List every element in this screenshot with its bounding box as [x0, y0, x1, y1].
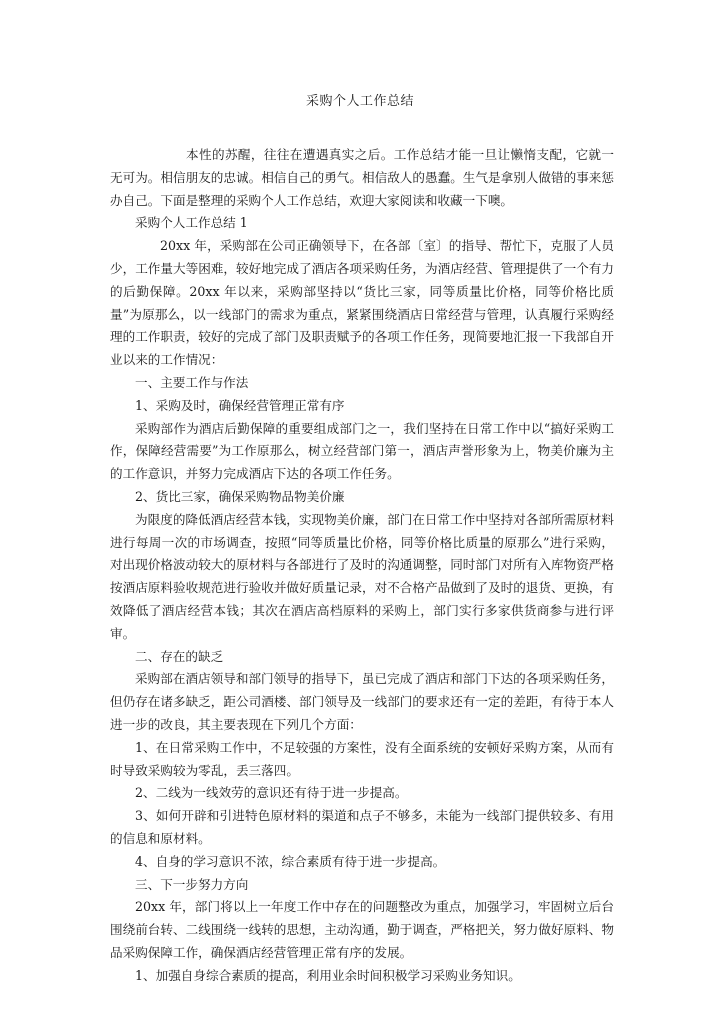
- heading-main-work: 一、主要工作与作法: [135, 374, 249, 390]
- item-next-step-1: 1、加强自身综合素质的提高，利用业余时间积极学习采购业务知识。: [135, 967, 521, 983]
- paragraph-compare-prices: 为限度的降低酒店经营本钱，实现物美价廉，部门在日常工作中坚持对各部所需原材料进行每周一次的市场调查，按照“同等质量比价格，同等价格比质量的原那么”进行采购，对出现价格波动较大的原材料与各部进行了及时的沟通调整，同时部门对所有入库物资严格按酒店原料验收规范进行验收并做好质量记录，对不合格产品做到了及时的退货、更换，有效降低了酒店经营本钱；其次在酒店高档原料的采购上，部门实行多家供货商参与进行评审。: [110, 511, 614, 641]
- item-shortcoming-1: 1、在日常采购工作中，不足较强的方案性，没有全面系统的安顿好采购方案，从而有时导致采购较为零乱，丢三落四。: [110, 739, 614, 778]
- section-title: 采购个人工作总结 1: [135, 215, 248, 231]
- item-shortcoming-4: 4、自身的学习意识不浓，综合素质有待于进一步提高。: [135, 853, 446, 869]
- paragraph-shortcomings: 采购部在酒店领导和部门领导的指导下，虽已完成了酒店和部门下达的各项采购任务，但仍存在诸多缺乏，距公司酒楼、部门领导及一线部门的要求还有一定的差距，有待于本人进一步的改良，其主要表现在下列几个方面：: [110, 671, 614, 732]
- paragraph-timely-purchase: 采购部作为酒店后勤保障的重要组成部门之一，我们坚持在日常工作中以“搞好采购工作，保障经营需要”为工作原那么，树立经营部门第一，酒店声誉形象为上，物美价廉为主的工作意识，并努力完成酒店下达的各项工作任务。: [110, 420, 614, 482]
- item-shortcoming-3: 3、如何开辟和引进特色原材料的渠道和点子不够多，未能为一线部门提供较多、有用的信息和原材料。: [110, 808, 614, 846]
- document-title: 采购个人工作总结: [305, 94, 414, 109]
- heading-next-steps: 三、下一步努力方向: [135, 876, 249, 892]
- paragraph-next-steps: 20xx 年，部门将以上一年度工作中存在的问题整改为重点，加强学习，牢固树立后台围绕前台转、二线围绕一线转的思想，主动沟通，勤于调查，严格把关，努力做好原料、物品采购保障工作，确保酒店经营管理正常有序的发展。: [110, 899, 614, 960]
- overview-paragraph: 20xx 年，采购部在公司正确领导下，在各部〔室〕的指导、帮忙下，克服了人员少，工作量大等困难，较好地完成了酒店各项采购任务，为酒店经营、管理提供了一个有力的后勤保障。20xx 年以来，采购部坚持以“货比三家，同等质量比价格，同等价格比质量”为原那么，以一线部门的需求为重点，紧紧围绕酒店日常经营与管理，认真履行采购经理的工作职责，较好的完成了部门及职责赋予的各项工作任务，现简要地汇报一下我部自开业以来的工作情况：: [110, 238, 614, 368]
- item-shortcoming-2: 2、二线为一线效劳的意识还有待于进一步提高。: [135, 785, 408, 801]
- item-timely-purchase: 1、采购及时，确保经营管理正常有序: [135, 397, 345, 413]
- intro-paragraph: 本性的苏醒，往往在遭遇真实之后。工作总结才能一旦让懒惰支配，它就一无可为。相信朋友的忠诚。相信自己的勇气。相信敌人的愚蠢。生气是拿别人做错的事来惩办自己。下面是整理的采购个人工作总结，欢迎大家阅读和收藏一下噢。: [110, 147, 614, 208]
- document-body: [110, 144, 614, 987]
- heading-shortcomings: 二、存在的缺乏: [135, 648, 224, 664]
- item-compare-prices: 2、货比三家，确保采购物品物美价廉: [135, 488, 345, 504]
